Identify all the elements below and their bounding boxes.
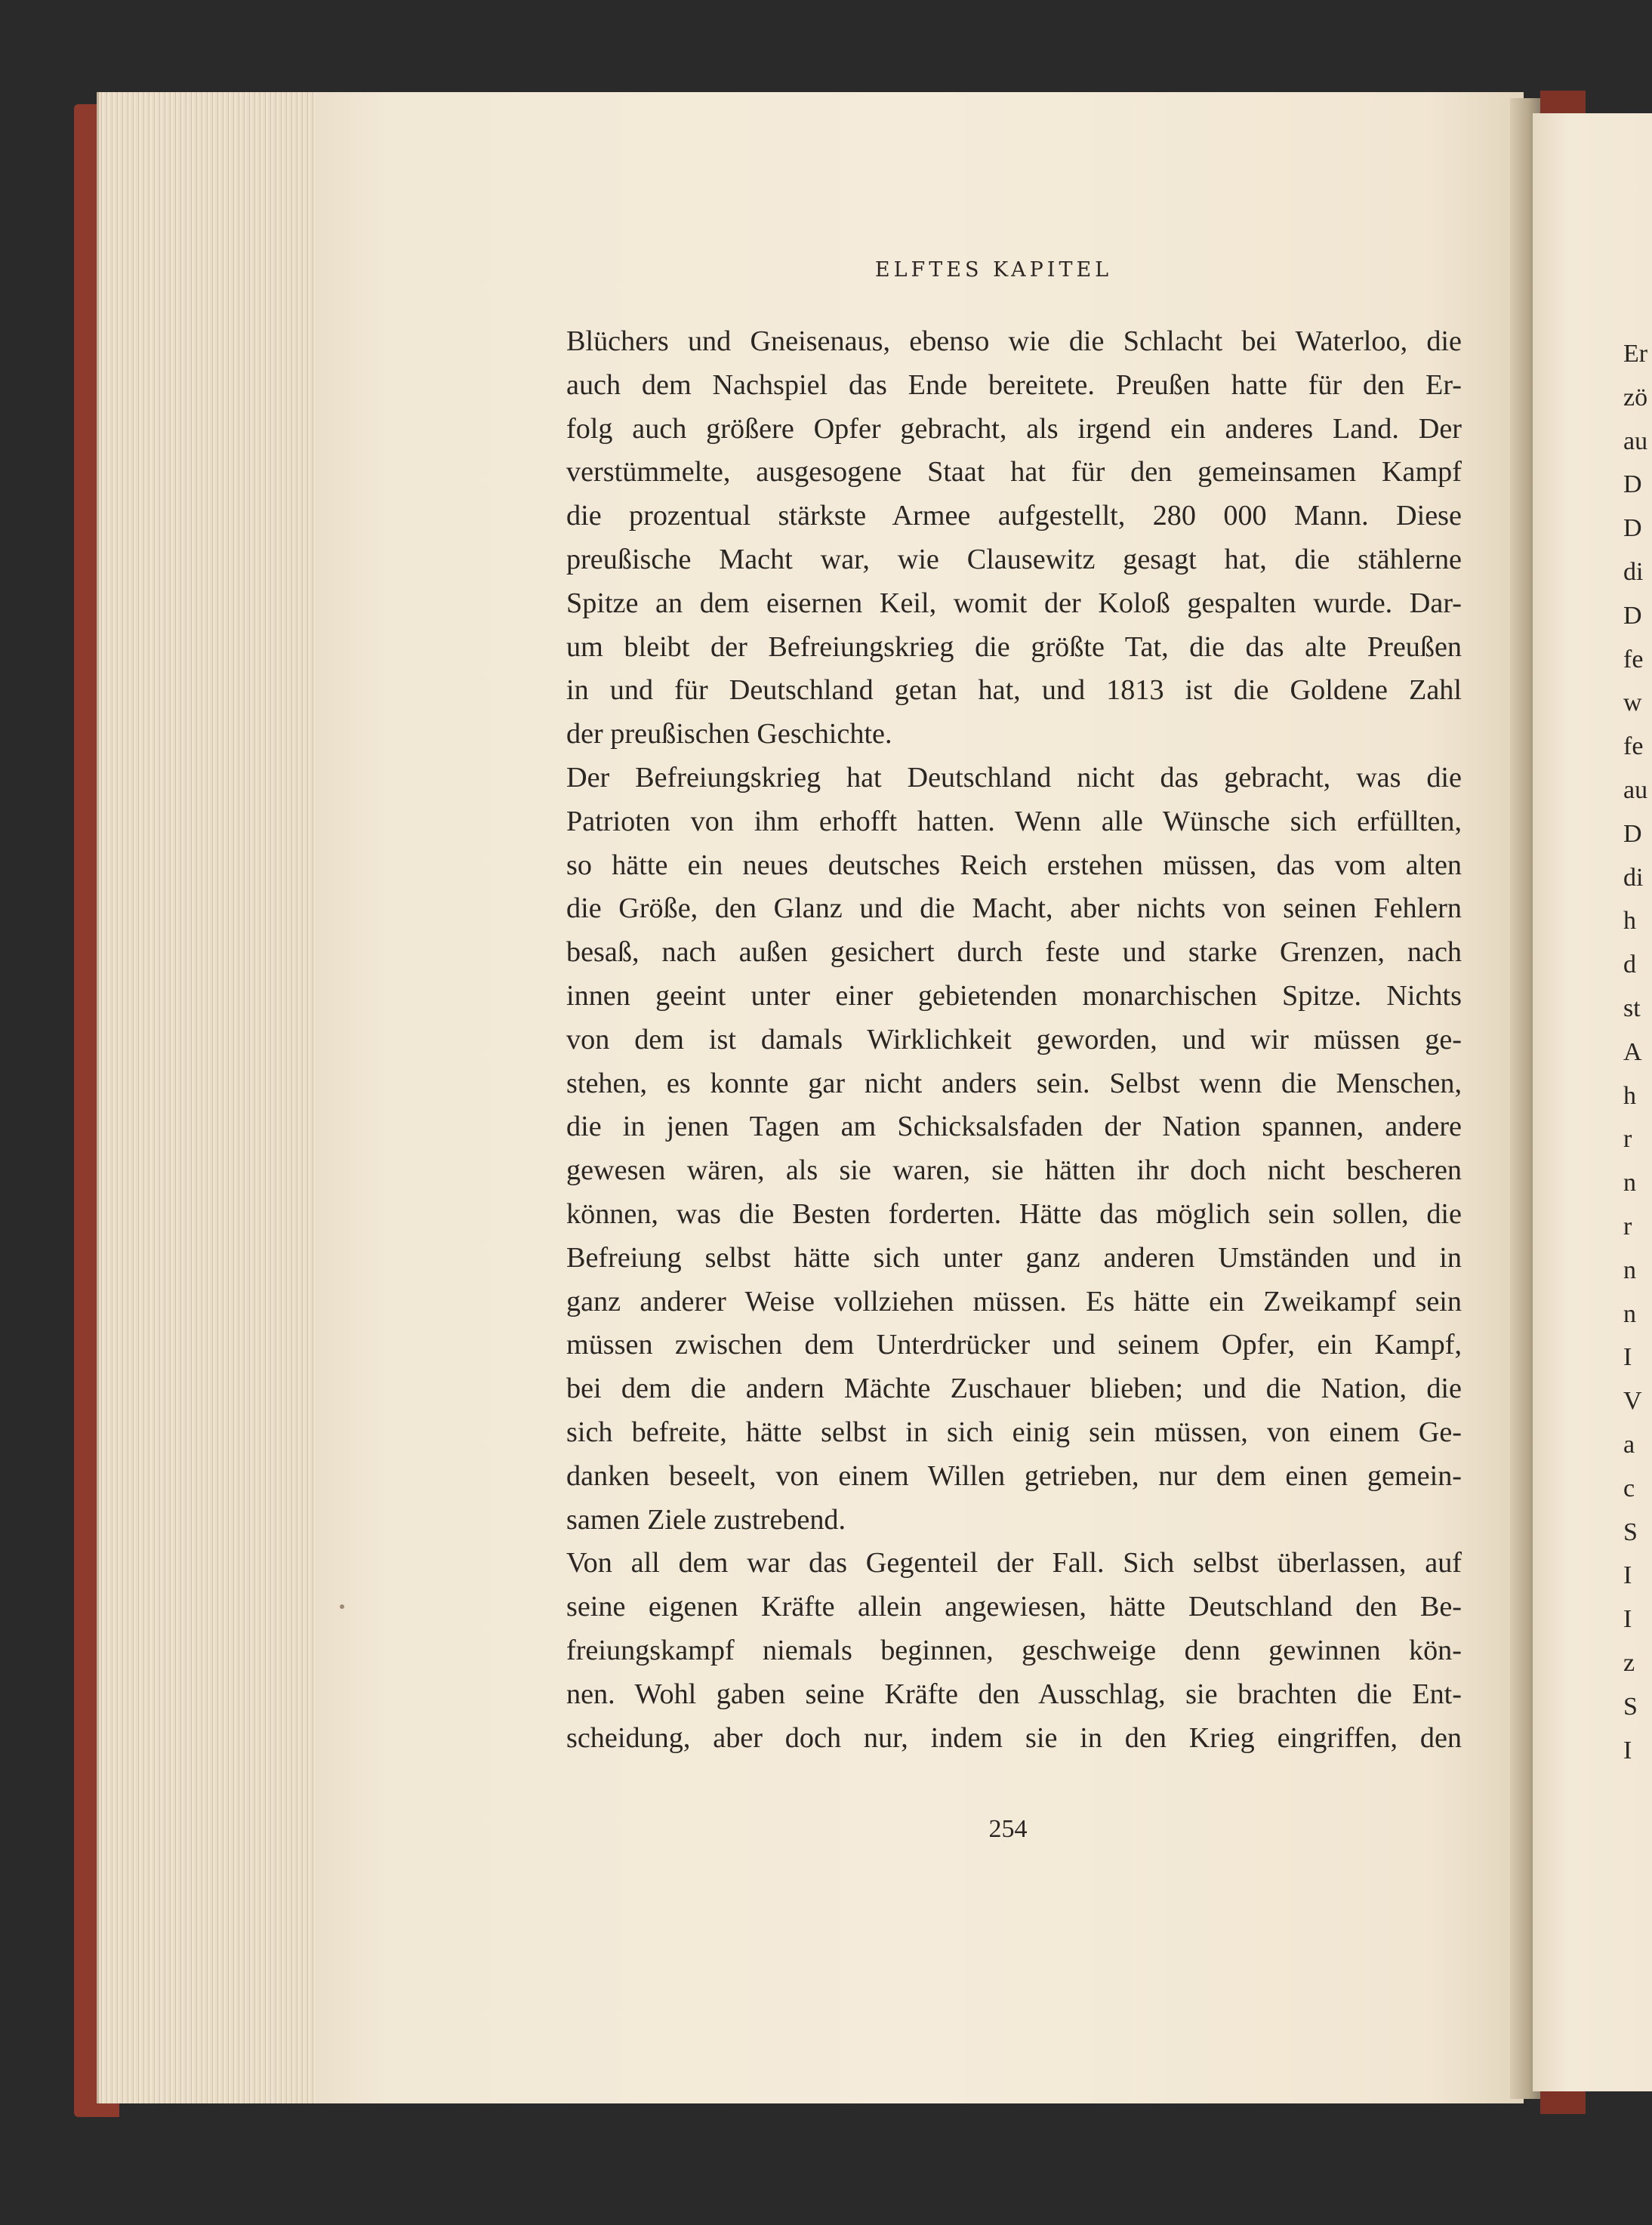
- text-line: Spitze an dem eisernen Keil, womit der Koloß gespalten wurde. Dar-: [566, 587, 1462, 619]
- facing-line-fragment: I: [1623, 1736, 1632, 1764]
- facing-line-fragment: S: [1623, 1692, 1638, 1721]
- facing-line-fragment: st: [1623, 994, 1641, 1022]
- page-block-edges: [97, 92, 325, 2103]
- text-line: scheidung, aber doch nur, indem sie in den Krieg eingriffen, den: [566, 1721, 1462, 1754]
- facing-line-fragment: au: [1623, 775, 1648, 804]
- facing-line-fragment: D: [1623, 514, 1642, 543]
- text-line: preußische Macht war, wie Clausewitz gesagt hat, die stählerne: [566, 543, 1462, 575]
- facing-line-fragment: S: [1623, 1518, 1638, 1546]
- facing-line-fragment: r: [1623, 1212, 1632, 1240]
- facing-line-fragment: I: [1623, 1343, 1632, 1372]
- facing-line-fragment: di: [1623, 863, 1644, 892]
- text-line: verstümmelte, ausgesogene Staat hat für den gemeinsamen Kampf: [566, 456, 1462, 488]
- body-text: [566, 320, 1462, 1760]
- text-line: nen. Wohl gaben seine Kräfte den Ausschlag, sie brachten die Ent-: [566, 1678, 1462, 1710]
- facing-line-fragment: w: [1623, 689, 1642, 717]
- text-line: Befreiung selbst hätte sich unter ganz anderen Umständen und in: [566, 1241, 1462, 1274]
- facing-line-fragment: D: [1623, 470, 1642, 499]
- facing-line-fragment: D: [1623, 601, 1642, 630]
- text-line: die Größe, den Glanz und die Macht, aber nichts von seinen Fehlern: [566, 892, 1462, 925]
- facing-line-fragment: D: [1623, 819, 1642, 848]
- text-line: folg auch größere Opfer gebracht, als irgend ein anderes Land. Der: [566, 412, 1462, 445]
- facing-line-fragment: d: [1623, 951, 1636, 979]
- text-line: bei dem die andern Mächte Zuschauer blieben; und die Nation, die: [566, 1373, 1462, 1405]
- facing-line-fragment: V: [1623, 1387, 1642, 1416]
- facing-line-fragment: c: [1623, 1474, 1635, 1502]
- text-line: danken beseelt, von einem Willen getrieben, nur dem einen gemein-: [566, 1459, 1462, 1492]
- facing-line-fragment: di: [1623, 557, 1644, 586]
- text-line: in und für Deutschland getan hat, und 1813 ist die Goldene Zahl: [566, 674, 1462, 707]
- facing-line-fragment: I: [1623, 1561, 1632, 1590]
- facing-line-fragment: r: [1623, 1125, 1632, 1154]
- facing-line-fragment: fe: [1623, 732, 1644, 761]
- facing-line-fragment: au: [1623, 427, 1648, 455]
- text-line: auch dem Nachspiel das Ende bereitete. Preußen hatte für den Er-: [566, 368, 1462, 401]
- text-line: besaß, nach außen gesichert durch feste und starke Grenzen, nach: [566, 936, 1462, 969]
- facing-line-fragment: Er: [1623, 340, 1648, 368]
- text-line: die prozentual stärkste Armee aufgestellt, 280 000 Mann. Diese: [566, 500, 1462, 532]
- text-line: stehen, es konnte gar nicht anders sein. Selbst wenn die Menschen,: [566, 1067, 1462, 1099]
- text-line: seine eigenen Kräfte allein angewiesen, hätte Deutschland den Be-: [566, 1591, 1462, 1623]
- facing-line-fragment: n: [1623, 1169, 1636, 1197]
- text-line: Von all dem war das Gegenteil der Fall. Sich selbst überlassen, auf: [566, 1547, 1462, 1579]
- text-line: ganz anderer Weise vollziehen müssen. Es hätte ein Zweikampf sein: [566, 1285, 1462, 1317]
- facing-page-text: [1623, 332, 1652, 1772]
- text-line: Der Befreiungskrieg hat Deutschland nicht das gebracht, was die: [566, 761, 1462, 794]
- facing-line-fragment: zö: [1623, 383, 1648, 411]
- text-line: samen Ziele zustrebend.: [566, 1503, 846, 1536]
- text-line: der preußischen Geschichte.: [566, 718, 892, 750]
- facing-line-fragment: fe: [1623, 645, 1644, 673]
- facing-line-fragment: I: [1623, 1605, 1632, 1634]
- facing-line-fragment: n: [1623, 1256, 1636, 1284]
- facing-line-fragment: z: [1623, 1648, 1635, 1677]
- facing-line-fragment: A: [1623, 1037, 1642, 1066]
- facing-line-fragment: a: [1623, 1430, 1635, 1459]
- text-line: sich befreite, hätte selbst in sich einig sein müssen, von einem Ge-: [566, 1416, 1462, 1448]
- page-number: 254: [988, 1815, 1028, 1843]
- text-line: können, was die Besten forderten. Hätte das möglich sein sollen, die: [566, 1197, 1462, 1230]
- text-line: von dem ist damals Wirklichkeit geworden, und wir müssen ge-: [566, 1023, 1462, 1055]
- text-line: so hätte ein neues deutsches Reich erstehen müssen, das vom alten: [566, 849, 1462, 881]
- text-line: Blüchers und Gneisenaus, ebenso wie die Schlacht bei Waterloo, die: [566, 325, 1462, 357]
- facing-line-fragment: n: [1623, 1299, 1636, 1328]
- text-line: müssen zwischen dem Unterdrücker und seinem Opfer, ein Kampf,: [566, 1329, 1462, 1361]
- text-line: gewesen wären, als sie waren, sie hätten ihr doch nicht bescheren: [566, 1154, 1462, 1187]
- facing-line-fragment: h: [1623, 907, 1636, 935]
- text-line: um bleibt der Befreiungskrieg die größte Tat, die das alte Preußen: [566, 630, 1462, 663]
- facing-line-fragment: h: [1623, 1081, 1636, 1110]
- text-line: innen geeint unter einer gebietenden monarchischen Spitze. Nichts: [566, 979, 1462, 1012]
- paper-speck: [340, 1604, 344, 1609]
- text-line: die in jenen Tagen am Schicksalsfaden der Nation spannen, andere: [566, 1111, 1462, 1143]
- text-line: Patrioten von ihm erhofft hatten. Wenn alle Wünsche sich erfüllten,: [566, 805, 1462, 837]
- text-line: freiungskampf niemals beginnen, geschweige denn gewinnen kön-: [566, 1634, 1462, 1666]
- running-header: ELFTES KAPITEL: [874, 258, 1113, 282]
